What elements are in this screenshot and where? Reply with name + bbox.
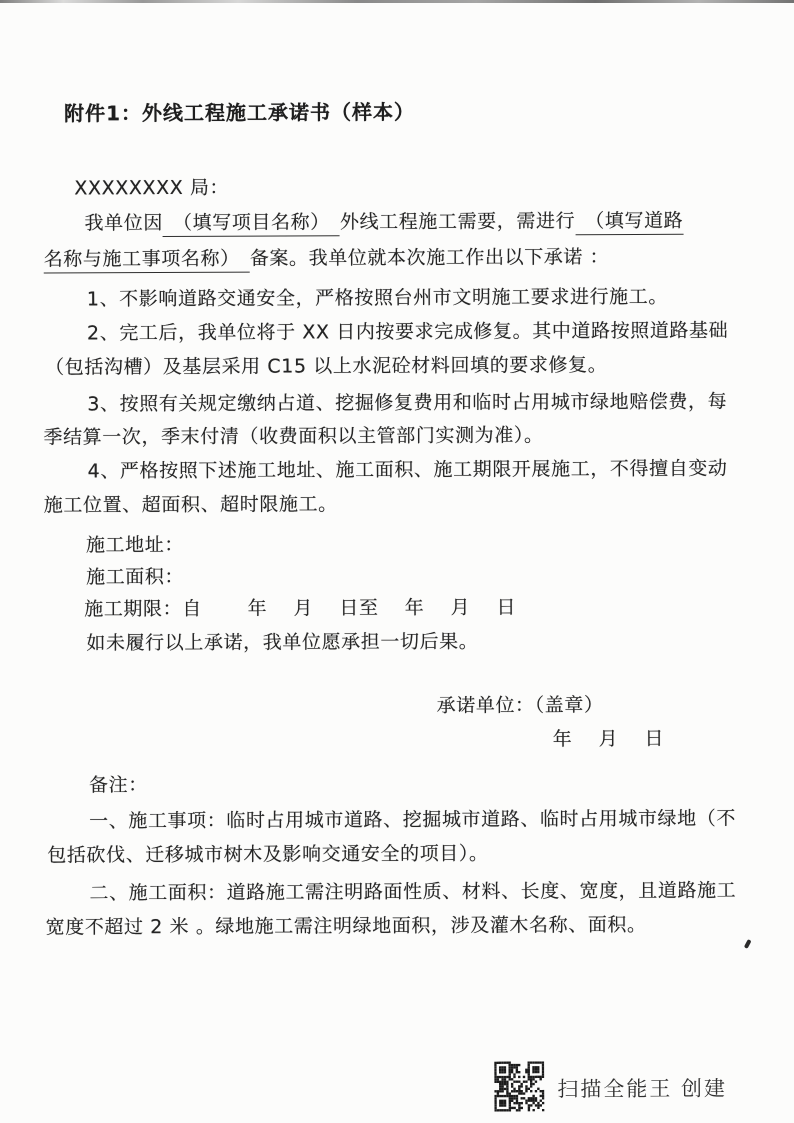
commitment-item-3-line1: 3、按照有关规定缴纳占道、挖掘修复费用和临时占用城市绿地赔偿费，每 [87, 390, 728, 416]
salutation: XXXXXXXX 局： [74, 176, 230, 200]
field-area-label: 施工面积： [86, 565, 185, 589]
note-1-line1: 一、施工事项：临时占用城市道路、挖掘城市道路、临时占用城市绿地（不 [89, 807, 736, 833]
commitment-item-1: 1、不影响道路交通安全，严格按照台州市文明施工要求进行施工。 [86, 285, 668, 311]
blank-road-name-part1: （填写道路 [575, 210, 683, 235]
blank-project-name: （填写项目名称） [163, 211, 340, 237]
opening-line-1 [84, 206, 683, 236]
opening-mid: 外线工程施工需要，需进行 [339, 210, 576, 234]
opening-tail: 备案。我单位就本次施工作出以下承诺 ： [249, 246, 610, 270]
note-2-line2: 宽度不超过 2 米 。绿地施工需注明绿地面积，涉及灌木名称、面积。 [45, 913, 647, 939]
note-2-line1: 二、施工面积：道路施工需注明路面性质、材料、长度、宽度，且道路施工 [89, 879, 737, 905]
field-address-label: 施工地址： [85, 533, 184, 557]
scanner-watermark [494, 1060, 754, 1115]
blank-road-name-part2: 名称与施工事项名称） [44, 248, 250, 274]
opening-lead: 我单位因 [84, 212, 163, 235]
scan-speck-artifact [744, 939, 752, 949]
qr-code-icon [494, 1061, 544, 1111]
document-title: 附件1：外线工程施工承诺书（样本） [63, 99, 416, 126]
signature-unit-line: 承诺单位：（盖章） [436, 694, 604, 717]
commitment-item-4-line2: 施工位置、超面积、超时限施工。 [43, 493, 338, 517]
watermark-label: 扫描全能王 创建 [557, 1076, 728, 1102]
signature-date-line: 年 月 日 [552, 727, 665, 751]
commitment-item-4-line1: 4、严格按照下述施工地址、施工面积、施工期限开展施工，不得擅自变动 [87, 457, 728, 483]
commitment-item-2-line1: 2、完工后，我单位将于 XX 日内按要求完成修复。其中道路按照道路基础 [86, 319, 729, 345]
notes-label: 备注： [88, 774, 148, 797]
commitment-item-2-line2: （包括沟槽）及基层采用 C15 以上水泥砼材料回填的要求修复。 [45, 354, 608, 379]
opening-line-2 [44, 242, 610, 271]
commitment-item-3-line2: 季结算一次，季末付清（收费面积以主管部门实测为准）。 [43, 424, 544, 449]
note-1-line2: 包括砍伐、迁移城市树木及影响交通安全的项目）。 [47, 842, 489, 867]
field-period-line: 施工期限：自 年 月 日至 年 月 日 [84, 596, 517, 621]
consequence-statement: 如未履行以上承诺，我单位愿承担一切后果。 [86, 630, 479, 655]
